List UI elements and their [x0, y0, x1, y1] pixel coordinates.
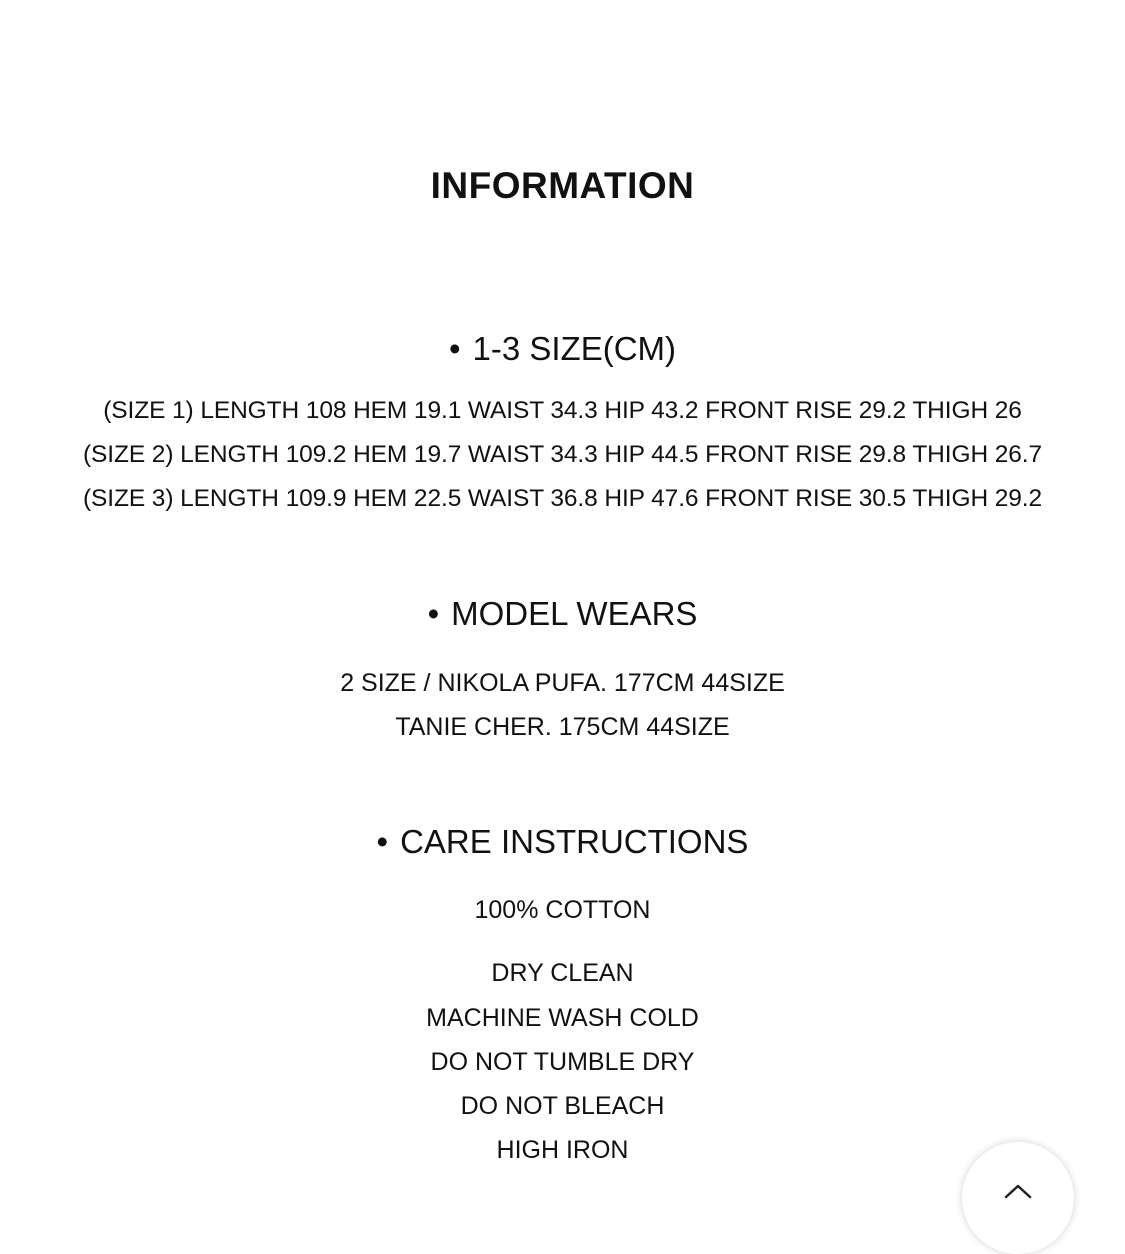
- care-instruction: DRY CLEAN: [491, 959, 634, 987]
- care-instruction: MACHINE WASH COLD: [426, 1004, 699, 1032]
- bullet-icon: •: [427, 595, 440, 632]
- model-info-line: TANIE CHER. 175CM 44SIZE: [395, 713, 730, 741]
- size-section-title: 1-3 SIZE(CM): [472, 330, 677, 367]
- size-row: (SIZE 3) LENGTH 109.9 HEM 22.5 WAIST 36.8 HIP 47.6 FRONT RISE 30.5 THIGH 29.2: [82, 485, 1043, 512]
- bullet-icon: •: [376, 823, 389, 860]
- care-instruction: DO NOT BLEACH: [460, 1092, 665, 1120]
- care-section-title: CARE INSTRUCTIONS: [400, 823, 749, 860]
- size-section-heading: [0, 330, 1125, 368]
- model-section-heading: [0, 595, 1125, 633]
- page-title: INFORMATION: [430, 165, 695, 206]
- care-section-heading: [0, 823, 1125, 861]
- model-section-title: MODEL WEARS: [451, 595, 698, 632]
- chevron-up-icon: [1003, 1182, 1033, 1200]
- care-instruction: HIGH IRON: [496, 1136, 629, 1164]
- care-instruction: DO NOT TUMBLE DRY: [430, 1048, 695, 1076]
- size-row: (SIZE 2) LENGTH 109.2 HEM 19.7 WAIST 34.3 HIP 44.5 FRONT RISE 29.8 THIGH 26.7: [82, 441, 1043, 468]
- bullet-icon: •: [448, 330, 461, 367]
- size-row: (SIZE 1) LENGTH 108 HEM 19.1 WAIST 34.3 HIP 43.2 FRONT RISE 29.2 THIGH 26: [103, 397, 1022, 424]
- material-line: 100% COTTON: [474, 896, 651, 924]
- scroll-to-top-button[interactable]: [962, 1142, 1074, 1254]
- model-info-line: 2 SIZE / NIKOLA PUFA. 177CM 44SIZE: [340, 669, 785, 697]
